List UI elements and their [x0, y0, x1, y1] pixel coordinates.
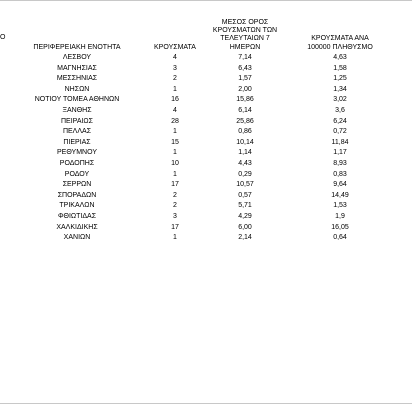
cell-cases: 10	[171, 159, 179, 167]
cell-per100k: 0,72	[333, 128, 347, 136]
table-row	[4, 127, 390, 138]
table-row	[4, 223, 390, 234]
cell-region: ΡΕΘΥΜΝΟΥ	[56, 149, 97, 157]
cell-cases: 28	[171, 117, 179, 125]
cell-region: ΣΕΡΡΩΝ	[62, 181, 92, 189]
clipped-edge-text: Ο	[0, 34, 6, 41]
cell-avg7: 4,29	[238, 212, 252, 220]
cell-cases: 17	[171, 181, 179, 189]
cell-cases: 15	[171, 138, 179, 146]
cell-cases: 17	[171, 223, 179, 231]
cell-per100k: 8,93	[333, 159, 347, 167]
table-body	[4, 53, 390, 244]
cell-per100k: 0,64	[333, 234, 347, 242]
table-row	[4, 106, 390, 117]
table-row	[4, 191, 390, 202]
cell-per100k: 1,25	[333, 75, 347, 83]
cell-avg7: 0,29	[238, 170, 252, 178]
cell-avg7: 5,71	[238, 202, 252, 210]
cell-per100k: 16,05	[331, 223, 349, 231]
cell-region: ΧΑΛΚΙΔΙΚΗΣ	[56, 223, 98, 231]
top-divider	[0, 0, 412, 1]
cell-avg7: 10,14	[236, 138, 254, 146]
table-row	[4, 159, 390, 170]
cell-cases: 1	[173, 85, 177, 93]
table-row	[4, 53, 390, 64]
cell-cases: 3	[173, 212, 177, 220]
cell-avg7: 25,86	[236, 117, 254, 125]
cell-avg7: 6,14	[238, 106, 252, 114]
header-per100k: ΚΡΟΥΣΜΑΤΑ ΑΝΑ 100000 ΠΛΗΘΥΣΜΟ	[307, 35, 373, 51]
cell-per100k: 0,83	[333, 170, 347, 178]
cell-cases: 16	[171, 96, 179, 104]
cell-avg7: 1,57	[238, 75, 252, 83]
table-row	[4, 212, 390, 223]
header-avg7: ΜΕΣΟΣ ΟΡΟΣ ΚΡΟΥΣΜΑΤΩΝ ΤΩΝ ΤΕΛΕΥΤΑΙΩΝ 7 ΗΜΕΡΩΝ	[212, 18, 278, 51]
cell-per100k: 1,9	[335, 212, 345, 220]
cell-avg7: 0,86	[238, 128, 252, 136]
cell-per100k: 9,64	[333, 181, 347, 189]
table-row	[4, 148, 390, 159]
cell-region: ΞΑΝΘΗΣ	[62, 106, 92, 114]
cell-per100k: 1,53	[333, 202, 347, 210]
cell-avg7: 1,14	[238, 149, 252, 157]
cell-per100k: 4,63	[333, 54, 347, 61]
cell-per100k: 3,02	[333, 96, 347, 104]
cell-cases: 4	[173, 106, 177, 114]
cell-avg7: 10,57	[236, 181, 254, 189]
cell-per100k: 1,34	[333, 85, 347, 93]
cell-per100k: 1,58	[333, 64, 347, 72]
regional-cases-table	[4, 11, 390, 244]
table-row	[4, 233, 390, 244]
cell-avg7: 2,00	[238, 85, 252, 93]
cell-region: ΤΡΙΚΑΛΩΝ	[59, 202, 95, 210]
cell-cases: 1	[173, 234, 177, 242]
cell-region: ΜΕΣΣΗΝΙΑΣ	[56, 75, 98, 83]
cell-region: ΧΑΝΙΩΝ	[63, 234, 91, 242]
cell-region: ΦΘΙΩΤΙΔΑΣ	[57, 212, 97, 220]
cell-region: ΜΑΓΝΗΣΙΑΣ	[57, 64, 97, 72]
cell-region: ΡΟΔΟΥ	[64, 170, 90, 178]
table-row	[4, 95, 390, 106]
cell-cases: 4	[173, 54, 177, 61]
cell-cases: 3	[173, 64, 177, 72]
cell-cases: 2	[173, 75, 177, 83]
cell-cases: 1	[173, 170, 177, 178]
cell-cases: 1	[173, 149, 177, 157]
table-row	[4, 170, 390, 181]
cell-per100k: 6,24	[333, 117, 347, 125]
cell-avg7: 0,57	[238, 191, 252, 199]
cell-per100k: 3,6	[335, 106, 345, 114]
table-row	[4, 85, 390, 96]
cell-avg7: 6,43	[238, 64, 252, 72]
header-row	[4, 11, 390, 53]
table-row	[4, 138, 390, 149]
cell-cases: 1	[173, 128, 177, 136]
cell-per100k: 1,17	[333, 149, 347, 157]
cell-avg7: 6,00	[238, 223, 252, 231]
cell-region: ΝΟΤΙΟΥ ΤΟΜΕΑ ΑΘΗΝΩΝ	[34, 96, 120, 104]
cell-region: ΠΕΙΡΑΙΩΣ	[61, 117, 93, 125]
cell-region: ΝΗΣΩΝ	[64, 85, 90, 93]
table-row	[4, 180, 390, 191]
cell-avg7: 2,14	[238, 234, 252, 242]
cell-per100k: 14,49	[331, 191, 349, 199]
cell-avg7: 4,43	[238, 159, 252, 167]
table-row	[4, 64, 390, 75]
header-cases: ΚΡΟΥΣΜΑΤΑ	[154, 43, 196, 51]
table-row	[4, 117, 390, 128]
cell-region: ΠΙΕΡΙΑΣ	[63, 138, 91, 146]
cell-region: ΠΕΛΛΑΣ	[62, 128, 92, 136]
cell-per100k: 11,84	[331, 138, 349, 146]
table-row	[4, 74, 390, 85]
cell-avg7: 7,14	[238, 54, 252, 61]
table-row	[4, 201, 390, 212]
cell-cases: 2	[173, 191, 177, 199]
cell-avg7: 15,86	[236, 96, 254, 104]
cell-cases: 2	[173, 202, 177, 210]
cell-region: ΣΠΟΡΑΔΩΝ	[57, 191, 97, 199]
bottom-divider	[0, 403, 412, 404]
cell-region: ΛΕΣΒΟΥ	[62, 54, 92, 61]
cell-region: ΡΟΔΟΠΗΣ	[59, 159, 95, 167]
header-region: ΠΕΡΙΦΕΡΕΙΑΚΗ ΕΝΟΤΗΤΑ	[33, 43, 121, 51]
